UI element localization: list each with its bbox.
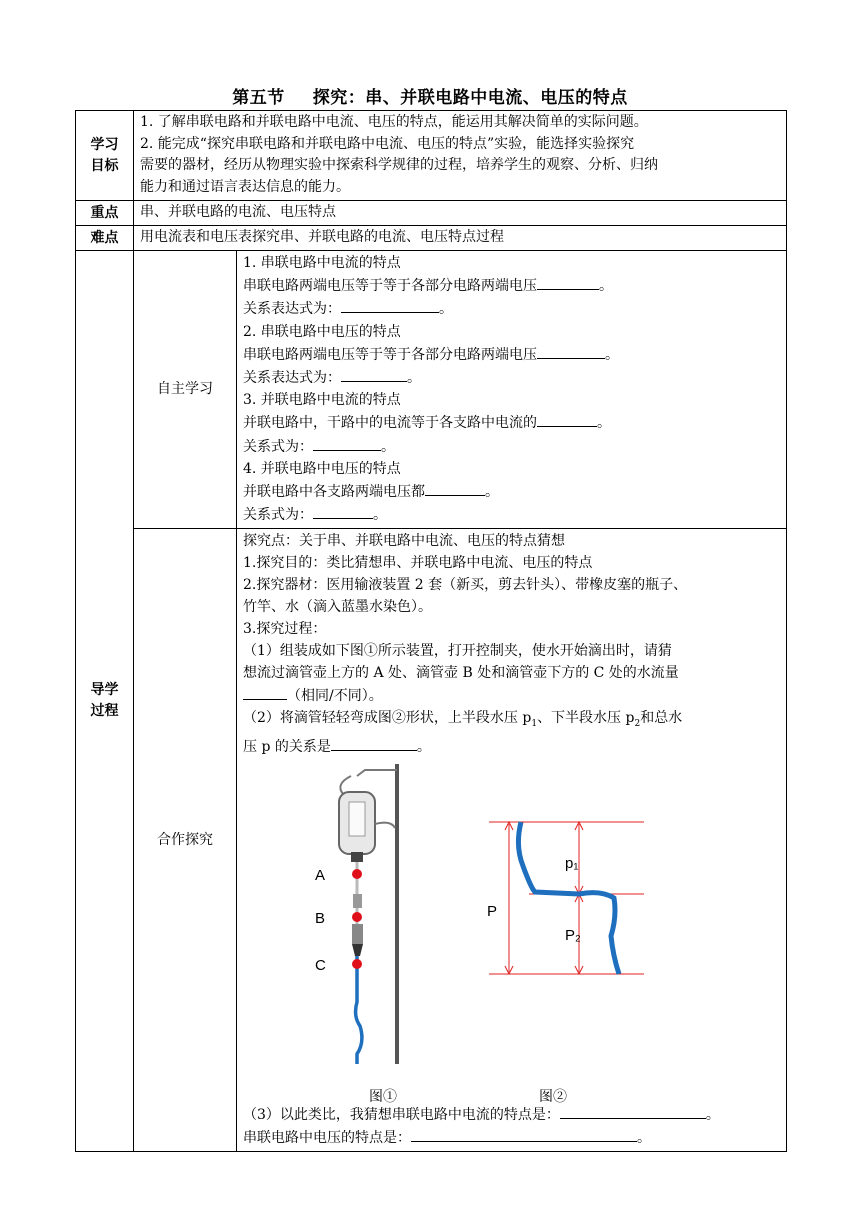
coop-line: 竹竿、水（滴入蓝墨水染色）。 xyxy=(243,599,432,616)
point-b-label: B xyxy=(315,910,326,928)
p1-label: p₁ xyxy=(565,855,579,873)
coop-line: 3.探究过程： xyxy=(243,621,327,638)
answer-blank[interactable] xyxy=(313,503,373,519)
answer-blank[interactable] xyxy=(411,1126,637,1142)
self-study-line: 串联电路两端电压等于等于各部分电路两端电压 。 xyxy=(243,343,782,366)
point-c-dot xyxy=(352,959,362,969)
process-label: 导学 过程 xyxy=(76,251,134,1152)
answer-blank[interactable] xyxy=(537,343,605,359)
coop-line: 压 p 的关系是 。 xyxy=(243,735,782,758)
point-b-dot xyxy=(352,912,362,922)
p2-label: P₂ xyxy=(565,927,581,945)
coop-line: （2）将滴管轻轻弯成图②形状，上半段水压 $p_1$、下半段水压 $p_2$和总水 xyxy=(243,710,683,730)
clamp-icon xyxy=(353,894,362,908)
self-study-line: 关系式为： 。 xyxy=(243,435,782,458)
p-total-label: P xyxy=(487,903,498,921)
lesson-table xyxy=(75,110,787,1152)
goal-line: 能力和通过语言表达信息的能力。 xyxy=(140,178,350,195)
self-study-line: 2. 串联电路中电压的特点 xyxy=(243,323,401,340)
goal-line: 1. 了解串联电路和并联电路中电流、电压的特点，能运用其解决简单的实际问题。 xyxy=(140,114,648,130)
self-study-label: 自主学习 xyxy=(134,251,237,529)
point-a-dot xyxy=(352,869,362,879)
self-study-line: 关系表达式为： 。 xyxy=(243,297,782,320)
self-study-line: 3. 并联电路中电流的特点 xyxy=(243,392,401,409)
bent-tube-figure xyxy=(479,816,689,986)
difficult-row xyxy=(76,226,787,251)
coop-line: 2.探究器材：医用输液装置 2 套（新买，剪去针头）、带橡皮塞的瓶子、 xyxy=(243,577,688,594)
difficult-content: 用电流表和电压表探究串、并联电路的电流、电压特点过程 xyxy=(134,226,787,251)
coop-row xyxy=(76,529,787,1152)
self-study-line: 关系式为： 。 xyxy=(243,503,782,526)
answer-blank[interactable] xyxy=(313,435,381,451)
figure-2-caption: 图② xyxy=(539,1089,567,1106)
self-study-row xyxy=(76,251,787,529)
page-title xyxy=(0,83,860,108)
answer-blank[interactable] xyxy=(560,1103,706,1119)
self-study-line: 串联电路两端电压等于等于各部分电路两端电压 。 xyxy=(243,274,782,297)
self-study-line: 并联电路中各支路两端电压都 。 xyxy=(243,480,782,503)
section-number: 第五节 xyxy=(232,88,285,108)
key-row xyxy=(76,201,787,226)
self-study-line: 并联电路中，干路中的电流等于各支路中电流的 。 xyxy=(243,411,782,434)
section-topic: 探究：串、并联电路中电流、电压的特点 xyxy=(312,88,628,108)
coop-line: 1.探究目的：类比猜想串、并联电路中电流、电压的特点 xyxy=(243,555,593,572)
answer-blank[interactable] xyxy=(243,684,287,700)
coop-line: （3）以此类比，我猜想串联电路中电流的特点是： 。 xyxy=(243,1103,782,1126)
goal-line: 2. 能完成“探究串联电路和并联电路中电流、电压的特点”实验，能选择实验探究 xyxy=(140,135,635,152)
coop-line: 探究点：关于串、并联电路中电流、电压的特点猜想 xyxy=(243,533,565,550)
drip-tube xyxy=(356,956,362,1064)
goals-content xyxy=(134,111,787,201)
coop-label: 合作探究 xyxy=(134,529,237,1152)
key-label: 重点 xyxy=(76,201,134,226)
answer-blank[interactable] xyxy=(537,411,597,427)
bent-tube xyxy=(518,822,619,974)
self-study-line: 关系表达式为： 。 xyxy=(243,366,782,389)
goal-line: 需要的器材，经历从物理实验中探索科学规律的过程，培养学生的观察、分析、归纳 xyxy=(140,157,658,173)
goals-label: 学习 目标 xyxy=(76,111,134,201)
coop-line: 想流过滴管壶上方的 A 处、滴管壶 B 处和滴管壶下方的 C 处的水流量 xyxy=(243,665,679,682)
self-study-line: 4. 并联电路中电压的特点 xyxy=(243,460,401,477)
key-content: 串、并联电路的电流、电压特点 xyxy=(134,201,787,226)
coop-line: 串联电路中电压的特点是： 。 xyxy=(243,1126,782,1149)
point-c-label: C xyxy=(315,957,326,975)
answer-blank[interactable] xyxy=(341,366,407,382)
coop-line: （1）组装成如下图①所示装置，打开控制夹，使水开始滴出时，请猜 xyxy=(243,643,672,660)
answer-blank[interactable] xyxy=(331,735,417,751)
coop-content xyxy=(237,529,787,1152)
iv-drip-figure xyxy=(305,764,435,1084)
self-study-line: 1. 串联电路中电流的特点 xyxy=(243,255,401,271)
figure-1-caption: 图① xyxy=(369,1089,397,1106)
figure-area xyxy=(243,758,782,1106)
point-a-label: A xyxy=(315,867,326,885)
answer-blank[interactable] xyxy=(537,274,599,290)
answer-blank[interactable] xyxy=(425,480,485,496)
self-study-content xyxy=(237,251,787,529)
coop-line: （相同/不同）。 xyxy=(243,684,782,707)
goals-row xyxy=(76,111,787,201)
answer-blank[interactable] xyxy=(341,297,439,313)
difficult-label: 难点 xyxy=(76,226,134,251)
